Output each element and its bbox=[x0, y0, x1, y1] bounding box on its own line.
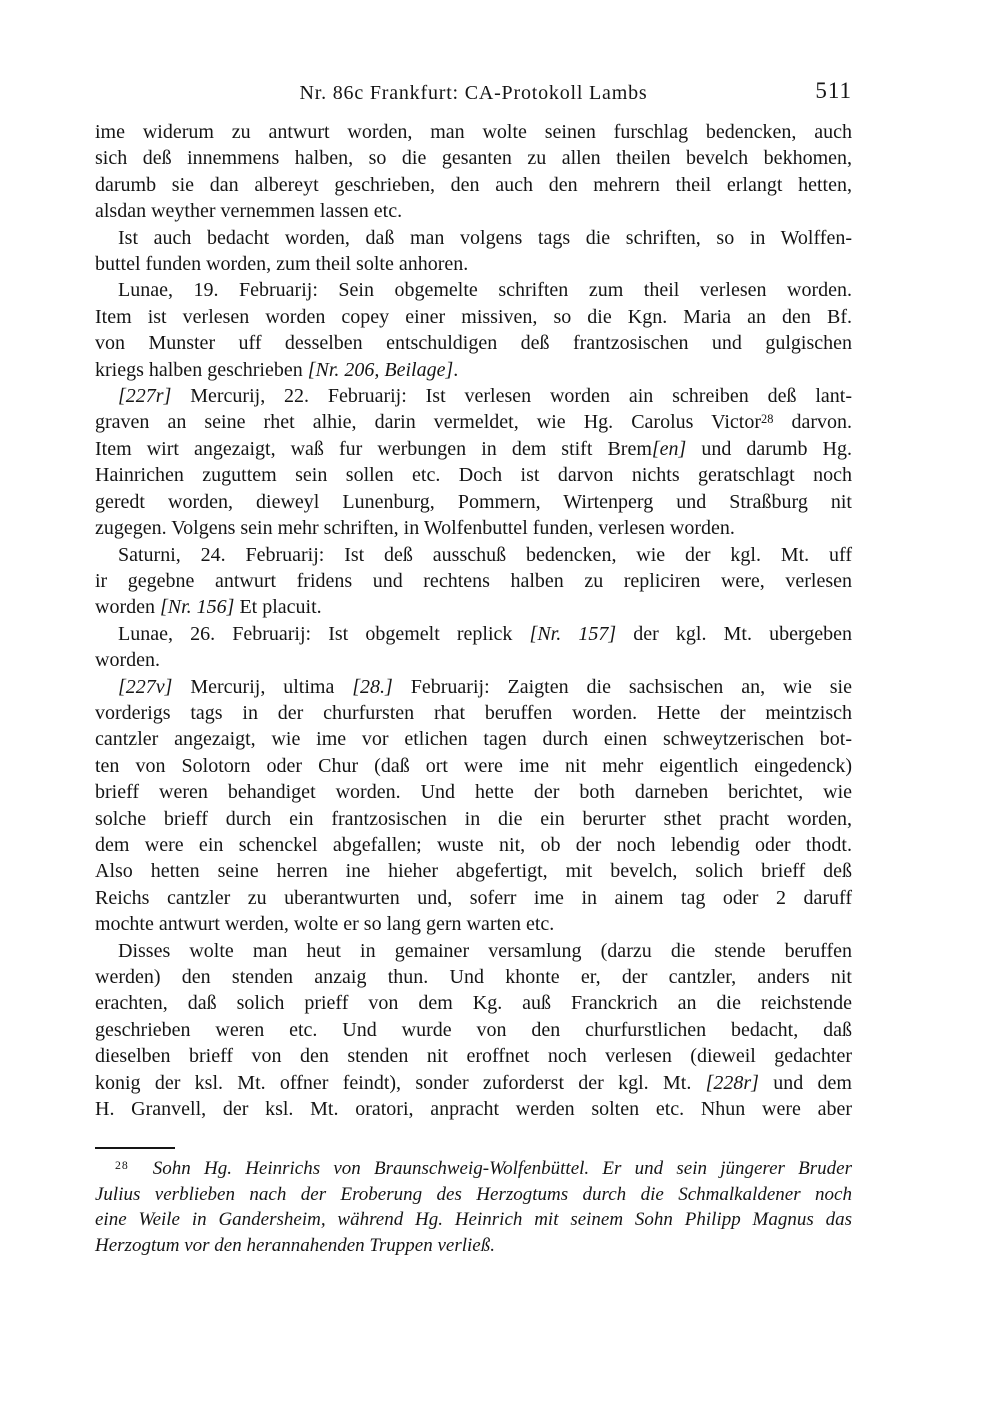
text-line bbox=[95, 330, 852, 356]
text-line bbox=[95, 119, 852, 145]
text-segment: Herzogtum vor den herannahenden Truppen verließ. bbox=[95, 1234, 495, 1256]
text-segment: . bbox=[453, 358, 459, 381]
text-line bbox=[95, 700, 852, 726]
text-segment: alsdan weyther vernemmen lassen etc. bbox=[95, 200, 403, 223]
text-segment: [en] bbox=[651, 437, 687, 460]
page-number: 511 bbox=[815, 78, 852, 103]
text-line bbox=[95, 409, 852, 435]
text-segment: Item ist verlesen worden copey einer missiven, so die Kgn. Maria an den Bf. bbox=[95, 305, 852, 328]
footnote-ref: 28 bbox=[761, 411, 774, 426]
text-segment: sich deß innemmens halben, so die gesanten zu allen theilen bevelch bekhomen, bbox=[95, 147, 852, 170]
paragraph bbox=[95, 119, 852, 225]
text-segment: konig der ksl. Mt. offner feindt), sonder zuforderst der kgl. Mt. bbox=[95, 1071, 706, 1094]
text-segment: graven an seine rhet alhie, darin vermeldet, wie Hg. Carolus Victor bbox=[95, 411, 762, 434]
text-line bbox=[95, 357, 852, 383]
paragraph bbox=[95, 621, 852, 674]
text-line bbox=[95, 806, 852, 832]
text-segment: zugegen. Volgens sein mehr schriften, in Wolfenbuttel funden, verlesen worden. bbox=[95, 517, 735, 540]
paragraph bbox=[95, 277, 852, 383]
text-segment: Also hetten seine herren ine hieher abgefertigt, mit bevelch, solich brieff deß bbox=[95, 860, 852, 883]
text-segment: Disses wolte man heut in gemainer versamlung (darzu die stende beruffen bbox=[118, 939, 852, 962]
text-segment: Saturni, 24. Februarij: Ist deß ausschuß bedencken, wie der kgl. Mt. uff bbox=[118, 543, 852, 566]
text-segment: vorderigs tags in der churfursten rhat beruffen worden. Hette der meintzisch bbox=[95, 701, 852, 724]
text-line bbox=[95, 198, 852, 224]
text-segment: ir gegebne antwurt fridens und rechtens halben zu repliciren were, verlesen bbox=[95, 569, 852, 592]
text-line bbox=[95, 568, 852, 594]
footnote-line bbox=[95, 1233, 852, 1259]
text-line bbox=[95, 489, 852, 515]
text-segment: [Nr. 156] bbox=[159, 596, 235, 619]
text-segment: [28.] bbox=[352, 675, 393, 698]
text-line bbox=[95, 251, 852, 277]
text-line bbox=[95, 277, 852, 303]
text-line bbox=[95, 753, 852, 779]
text-segment: dieselben brieff von den stenden nit eroffnet noch verlesen (dieweil gedachter bbox=[95, 1045, 852, 1068]
text-segment: eine Weile in Gandersheim, während Hg. Heinrich mit seinem Sohn Philipp Magnus das bbox=[95, 1209, 852, 1231]
text-segment: ime widerum zu antwurt worden, man wolte seinen furschlag bedencken, auch bbox=[95, 121, 852, 143]
text-segment: Reichs cantzler zu uberantwurten und, soferr ime in ainem tag oder 2 daruff bbox=[95, 886, 852, 909]
text-line bbox=[95, 726, 852, 752]
text-segment: [228r] bbox=[705, 1071, 759, 1094]
body-text bbox=[95, 119, 852, 1122]
text-line bbox=[95, 304, 852, 330]
text-segment: Lunae, 26. Februarij: Ist obgemelt replick bbox=[118, 622, 530, 645]
text-line bbox=[95, 515, 852, 541]
text-segment: cantzler angezaigt, wie ime vor etlichen tagen durch einen schweytzerischen bot- bbox=[95, 728, 852, 751]
text-segment: Sohn Hg. Heinrichs von Braunschweig-Wolfenbüttel. Er und sein jüngerer Bruder bbox=[152, 1158, 852, 1179]
text-line bbox=[95, 990, 852, 1016]
paragraph bbox=[95, 674, 852, 938]
text-line bbox=[95, 436, 852, 462]
text-line bbox=[95, 674, 852, 700]
text-line bbox=[95, 621, 852, 647]
text-line bbox=[95, 885, 852, 911]
footnote-number: 28 bbox=[115, 1158, 129, 1172]
text-segment: werden) den stenden anzaig thun. Und khonte er, der cantzler, anders nit bbox=[95, 966, 852, 988]
text-segment: und darumb Hg. bbox=[686, 437, 852, 460]
text-segment: worden bbox=[95, 596, 160, 619]
text-line bbox=[95, 1017, 852, 1043]
footnote-separator bbox=[95, 1147, 175, 1149]
text-segment: geredt worden, dieweyl Lunenburg, Pommern, Wirtenperg und Straßburg nit bbox=[95, 490, 852, 513]
text-line bbox=[95, 858, 852, 884]
text-line bbox=[95, 911, 852, 937]
text-segment: darumb sie dan albereyt geschrieben, den auch den mehrern theil erlangt hetten, bbox=[95, 173, 852, 196]
text-segment: buttel funden worden, zum theil solte anhoren. bbox=[95, 253, 469, 276]
text-segment: von Munster uff desselben entschuldigen deß frantzosischen und gulgischen bbox=[95, 332, 852, 355]
text-segment: [227r] bbox=[118, 385, 172, 408]
paragraph bbox=[95, 542, 852, 621]
text-segment: [Nr. 157] bbox=[529, 622, 617, 645]
text-line bbox=[95, 542, 852, 568]
text-segment: [227v] bbox=[118, 675, 173, 698]
text-segment: erachten, daß solich prieff von dem Kg. auß Franckrich an die reichstende bbox=[95, 992, 852, 1015]
text-line bbox=[95, 832, 852, 858]
page-header bbox=[95, 78, 852, 108]
text-line bbox=[95, 1043, 852, 1069]
text-line bbox=[95, 145, 852, 171]
text-segment: Mercurij, ultima bbox=[172, 675, 353, 698]
text-segment: dem were ein schenckel abgefallen; wuste nit, ob der noch lebendig oder thodt. bbox=[95, 833, 852, 856]
footnote-line bbox=[95, 1156, 852, 1182]
text-segment: brieff weren behandiget worden. Und hette der both darneben berichtet, wie bbox=[95, 781, 852, 804]
text-segment: und dem bbox=[758, 1071, 852, 1094]
footnote-line bbox=[95, 1207, 852, 1233]
text-line bbox=[95, 1070, 852, 1096]
footnote-line bbox=[95, 1182, 852, 1208]
text-segment: worden. bbox=[95, 649, 160, 672]
text-line bbox=[95, 594, 852, 620]
text-line bbox=[95, 225, 852, 251]
text-segment: Hainrichen zuguttem sein sollen etc. Doch ist darvon nichts geratschlagt noch bbox=[95, 464, 852, 487]
text-segment: mochte antwurt werden, wolte er so lang gern warten etc. bbox=[95, 913, 555, 936]
text-segment: darvon. bbox=[773, 411, 852, 434]
text-segment: [Nr. 206, Beilage] bbox=[307, 358, 454, 381]
running-title: Nr. 86c Frankfurt: CA-Protokoll Lambs bbox=[299, 82, 648, 104]
text-line bbox=[95, 1096, 852, 1122]
paragraph bbox=[95, 383, 852, 541]
text-segment: geschrieben weren etc. Und wurde von den churfurstlichen bedacht, daß bbox=[95, 1018, 852, 1041]
text-line bbox=[95, 172, 852, 198]
text-line bbox=[95, 964, 852, 990]
text-segment: Lunae, 19. Februarij: Sein obgemelte schriften zum theil verlesen worden. bbox=[118, 279, 852, 302]
text-segment: Februarij: Zaigten die sachsischen an, wie sie bbox=[392, 675, 852, 698]
text-segment: Item wirt angezaigt, waß fur werbungen in dem stift Brem bbox=[95, 437, 652, 460]
text-segment: solche brieff durch ein frantzosischen in die ein berurter sthet pracht worden, bbox=[95, 807, 852, 830]
paragraph bbox=[95, 938, 852, 1123]
text-segment: Ist auch bedacht worden, daß man volgens tags die schriften, so in Wolffen- bbox=[118, 226, 852, 249]
text-segment: H. Granvell, der ksl. Mt. oratori, anpracht werden solten etc. Nhun were aber bbox=[95, 1098, 852, 1121]
text-segment: Et placuit. bbox=[234, 596, 322, 619]
text-line bbox=[95, 938, 852, 964]
text-line bbox=[95, 383, 852, 409]
text-segment: ten von Solotorn oder Chur (daß ort were ime nit mehr eigentlich eingedenck) bbox=[95, 754, 852, 777]
text-segment: der kgl. Mt. ubergeben bbox=[616, 622, 852, 645]
text-line bbox=[95, 647, 852, 673]
text-segment: Julius verblieben nach der Eroberung des Herzogtums durch die Schmalkaldener noch bbox=[95, 1183, 852, 1205]
paragraph bbox=[95, 225, 852, 278]
text-segment: Mercurij, 22. Februarij: Ist verlesen worden ain schreiben deß lant- bbox=[171, 385, 852, 408]
text-line bbox=[95, 779, 852, 805]
footnote bbox=[95, 1156, 852, 1258]
text-line bbox=[95, 462, 852, 488]
text-segment: kriegs halben geschrieben bbox=[95, 358, 308, 381]
